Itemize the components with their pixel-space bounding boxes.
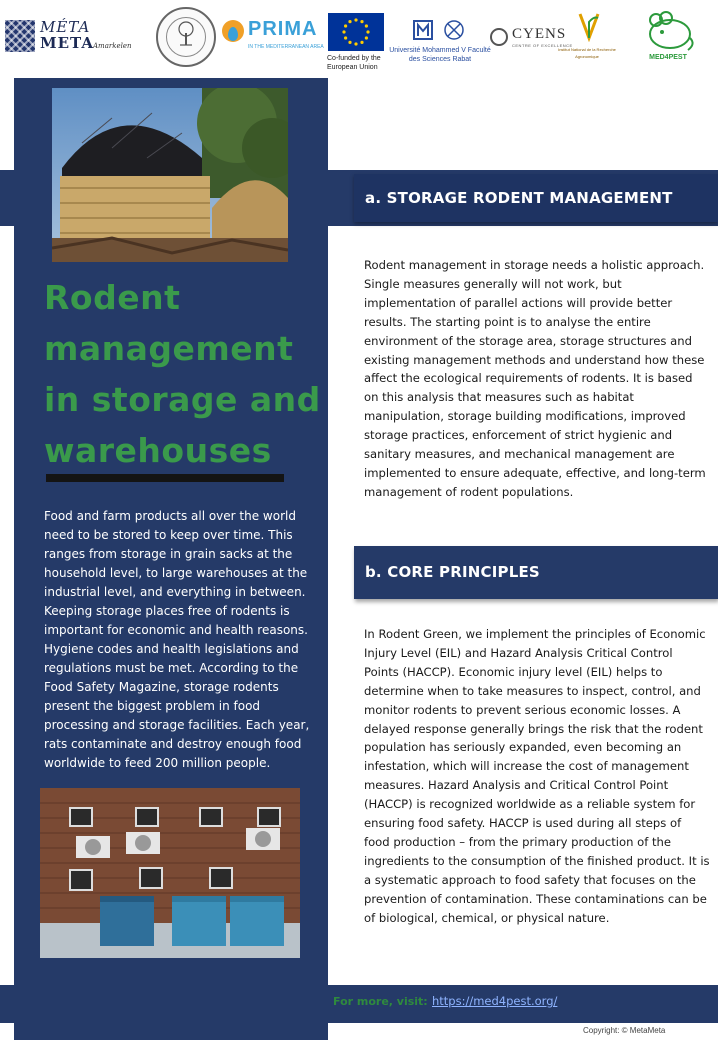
- eu-star: [365, 24, 368, 27]
- section-b-title: b. CORE PRINCIPLES: [365, 563, 540, 581]
- cyens-gear-icon: [490, 28, 508, 46]
- metameta-logo-line1: MÉTA: [40, 18, 91, 36]
- prima-logo: [222, 18, 324, 54]
- eu-star: [360, 41, 363, 44]
- thatched-grain-store-photo: [52, 88, 288, 262]
- intro-paragraph: Food and farm products all over the world need to be stored to keep over time. This ranges from storage in grain sacks at the household level, to large warehouses at the industrial level, and everything in between. Keeping storage places free of rodents is important for economic and health reasons. Hygiene codes and health legislations and regulations must be met. According to the Food Safety Magazine, storage rodents present the biggest problem in food processing and storage facilities. Each year, rats contaminate and destroy enough food worldwide to feed 200 million people.: [44, 509, 310, 770]
- page-title: Rodent management in storage and warehouses: [44, 278, 321, 470]
- med4pest-rat-icon: [640, 8, 696, 54]
- umv-emblem-icon: [410, 18, 470, 42]
- med4pest-logo-name: MED4PEST: [649, 54, 687, 61]
- meta-pattern-icon: [5, 20, 35, 52]
- eu-cofunded-caption: Co-funded by the European Union: [327, 55, 381, 71]
- umv-rabat-caption: Université Mohammed V Faculté des Sciences Rabat: [389, 47, 491, 63]
- university-seal-logo: [156, 7, 216, 67]
- prima-logo-name: PRIMA: [248, 18, 318, 40]
- section-a-title: a. STORAGE RODENT MANAGEMENT: [365, 189, 673, 207]
- footer-visit-label: For more, visit:: [333, 995, 428, 1008]
- eu-star: [354, 42, 357, 45]
- metameta-logo-tag: Amarkelen: [93, 42, 132, 50]
- cyens-logo-name: CYENS: [512, 26, 567, 42]
- inra-logo: [552, 12, 622, 78]
- eu-star: [360, 20, 363, 23]
- eu-star: [348, 20, 351, 23]
- metameta-logo: [5, 18, 132, 58]
- eu-star: [354, 18, 357, 21]
- eu-star: [342, 30, 345, 33]
- med4pest-logo: [640, 8, 696, 64]
- metameta-logo-line2: META: [40, 34, 95, 52]
- inra-caption: Institut National de la Recherche Agronomique: [558, 47, 616, 59]
- eu-star: [366, 30, 369, 33]
- hellenic-mediterranean-university-seal-icon: [177, 21, 195, 47]
- inra-leaf-icon: [578, 12, 600, 42]
- umv-rabat-logo: [388, 18, 492, 74]
- eu-star: [344, 24, 347, 27]
- section-a-body: Rodent management in storage needs a holistic approach. Single measures generally will not work, but implementation of parallel actions will provide better results. The starting point is to analyse the entire environment of the storage area, storage structures and existing management methods and understand how these affect the ecological requirements of rodents. It is based on this analysis that measures such as habitat manipulation, storage building modifications, improved storage practices, enforcement of strict hygienic and sanitary measures, and mechanical management are implemented to ensure adequate, effective, and long-term management of rodent populations.: [364, 258, 706, 499]
- eu-cofunded-logo: [327, 13, 387, 77]
- section-b-body: In Rodent Green, we implement the principles of Economic Injury Level (EIL) and Hazard Analysis Critical Control Points (HACCP). Economic injury level (EIL) helps to determine when to take measures to inspect, control, and monitor rodents to prevent serious economic losses. A delayed response generally brings the risk that the rodent population has seriously expanded, even becoming an infestation, which will increase the cost of management measures. Hazard Analysis and Critical Control Point (HACCP) is recognized worldwide as a reliable system for ensuring food safety. HACCP is used during all steps of food production – from the primary production of the ingredients to the consumption of the finished product. It is a systematic approach to food safety that focuses on the prevention of contamination. These contaminations can be of biological, chemical, or physical nature.: [364, 627, 710, 925]
- eu-flag-icon: [328, 13, 384, 51]
- eu-star: [348, 41, 351, 44]
- warehouse-bins-photo: [40, 788, 300, 958]
- title-divider: [46, 474, 284, 482]
- eu-star: [365, 36, 368, 39]
- cyens-logo-sub: CENTRE OF EXCELLENCE: [512, 43, 573, 48]
- prima-sun-drop-icon: [222, 20, 244, 42]
- eu-star: [344, 36, 347, 39]
- footer-website-link[interactable]: https://med4pest.org/: [432, 994, 558, 1008]
- prima-logo-sub: IN THE MEDITERRANEAN AREA: [248, 44, 324, 50]
- copyright-notice: Copyright: © MetaMeta: [583, 1026, 666, 1035]
- partner-logo-strip: [0, 0, 718, 78]
